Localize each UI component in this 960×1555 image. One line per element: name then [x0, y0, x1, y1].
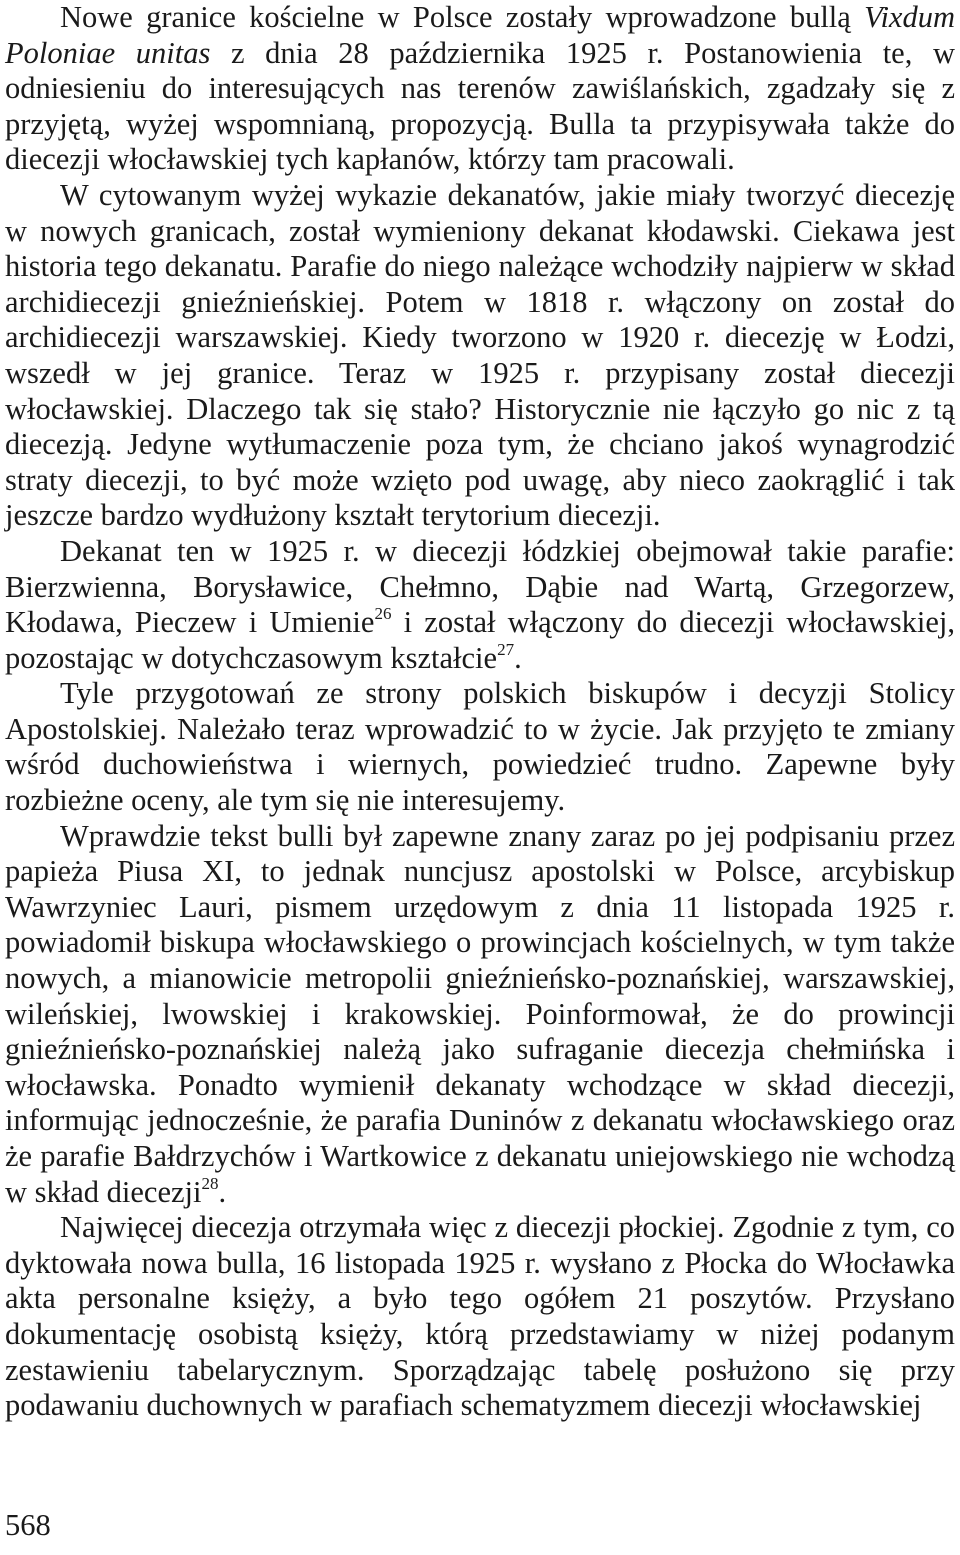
- paragraph-6: [5, 1210, 955, 1424]
- p1-text-1: Nowe granice kościelne w Polsce zostały wprowadzone bullą: [60, 0, 865, 34]
- p1-text-2: z dnia 28 października 1925 r. Postanowienia te, w odniesieniu do interesujących nas terenów zawiślańskich, zgadzały się z przyjętą, wyżej wspomnianą, propozycją. Bulla ta przypisywała także do diecezji włocławskiej tych kapłanów, którzy tam pracowali.: [5, 35, 956, 177]
- paragraph-3: [5, 534, 955, 676]
- p4-text: Tyle przygotowań ze strony polskich biskupów i decyzji Stolicy Apostolskiej. Należało teraz wprowadzić to w życie. Jak przyjęto te zmiany wśród duchowieństwa i wiernych, powiedzieć trudno. Zapewne były rozbieżne oceny, ale tym się nie interesujemy.: [5, 676, 955, 818]
- page-number: 568: [5, 1508, 51, 1542]
- p1-bull-title: Vixdum Poloniae unitas: [5, 0, 955, 70]
- paragraph-4: [5, 676, 955, 818]
- p6-text: Najwięcej diecezja otrzymała więc z diecezji płockiej. Zgodnie z tym, co dyktowała nowa bulla, 16 listopada 1925 r. wysłano z Płocka do Włocławka akta personalne księży, a było tego ogółem 21 poszytów. Przysłano dokumentację osobistą księży, którą przedstawiamy w niżej podanym zestawieniu tabelarycznym. Sporządzając tabelę posłużono się przy podawaniu duchownych w parafiach schematyzmem diecezji włocławskiej: [5, 1210, 955, 1423]
- p5-text-2: .: [218, 1174, 227, 1209]
- p5-text-1: Wprawdzie tekst bulli był zapewne znany zaraz po jej podpisaniu przez papieża Piusa XI, to jednak nuncjusz apostolski w Polsce, arcybiskup Wawrzyniec Lauri, pismem urzędowym z dnia 11 listopada 1925 r. powiadomił biskupa włocławskiego o prowincjach kościelnych, w tym także nowych, a mianowicie metropolii gnieźnieńsko-poznańskiej, warszawskiej, wileńskiej, lwowskiej i krakowskiej. Poinformował, że do prowincji gnieźnieńsko-poznańskiej należą jako sufraganie diecezja chełmińska i włocławska. Ponadto wymienił dekanaty wchodzące w skład diecezji, informując jednocześnie, że parafia Duninów z dekanatu włocławskiego oraz że parafie Bałdrzychów i Wartkowice z dekanatu uniejowskiego nie wchodzą w skład diecezji: [5, 818, 955, 1209]
- paragraph-5: [5, 819, 955, 1211]
- page-body: [5, 0, 955, 1424]
- p2-text: W cytowanym wyżej wykazie dekanatów, jakie miały tworzyć diecezję w nowych granicach, został wymieniony dekanat kłodawski. Ciekawa jest historia tego dekanatu. Parafie do niego należące wchodziły najpierw w skład archidiecezji gnieźnieńskiej. Potem w 1818 r. włączony on został do archidiecezji warszawskiej. Kiedy tworzono w 1920 r. diecezję w Łodzi, wszedł w jej granice. Teraz w 1925 r. przypisany został diecezji włocławskiej. Dlaczego tak się stało? Historycznie nie łączyło go nic z tą diecezją. Jedyne wytłumaczenie poza tym, że chciano jakoś wynagrodzić straty diecezji, to być może wzięto pod uwagę, aby nieco zaokrąglić i tak jeszcze bardzo wydłużony kształt terytorium diecezji.: [5, 177, 955, 533]
- p3-text-1: Dekanat ten w 1925 r. w diecezji łódzkiej obejmował takie parafie: Bierzwienna, Borysławice, Chełmno, Dąbie nad Wartą, Grzegorzew, Kłodawa, Pieczew i Umienie: [5, 533, 955, 640]
- footnote-ref-28[interactable]: 28: [201, 1173, 219, 1193]
- footnote-ref-26[interactable]: 26: [374, 604, 392, 624]
- paragraph-2: [5, 178, 955, 534]
- footnote-ref-27[interactable]: 27: [497, 639, 515, 659]
- paragraph-1: [5, 0, 955, 178]
- p3-text-2: i został włączony do diecezji włocławskiej, pozostając w dotychczasowym kształcie: [5, 605, 955, 675]
- p3-text-3: .: [514, 640, 522, 675]
